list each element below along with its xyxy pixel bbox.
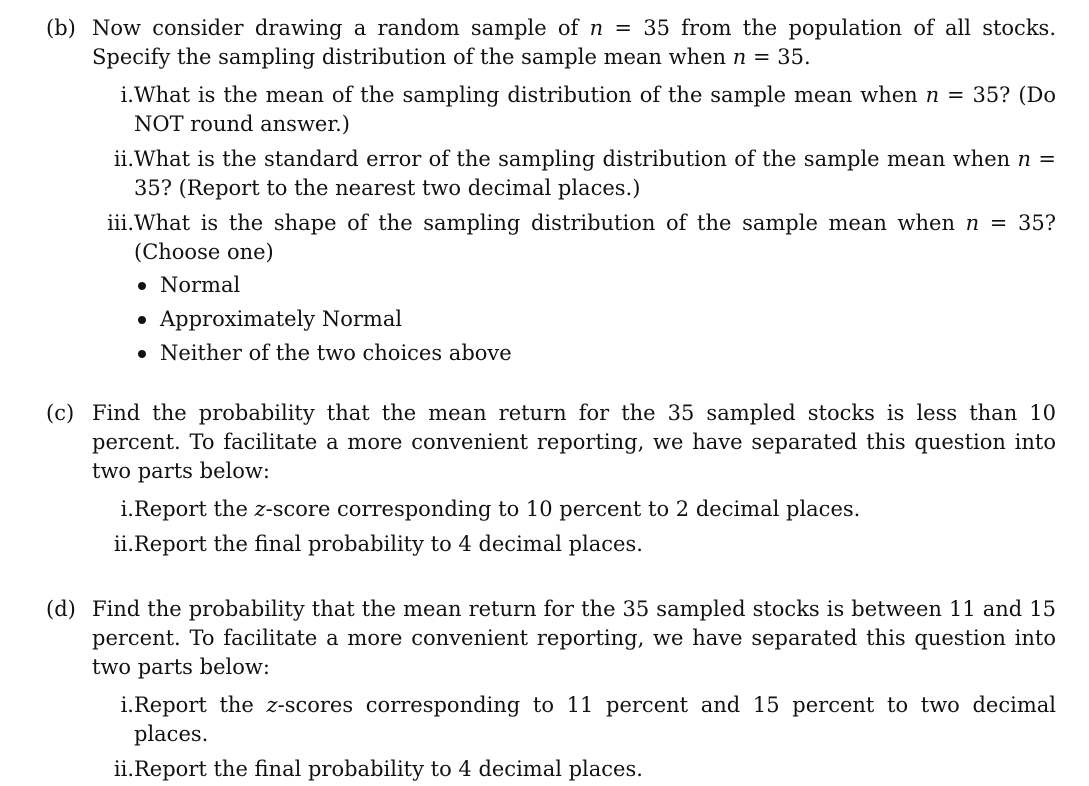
part-d-label: (d): [46, 597, 76, 621]
bullet-icon: [138, 282, 146, 290]
part-d-item-i: [92, 691, 1056, 749]
part-c-item-ii-text: Report the final probability to 4 decimal places.: [134, 532, 643, 556]
part-b-item-i: [92, 81, 1056, 139]
part-d-item-ii-label: ii.: [113, 757, 134, 781]
part-c-item-ii: [92, 530, 1056, 559]
part-b-item-i-text: What is the mean of the sampling distribution of the sample mean when n = 35? (Do NOT round answer.): [134, 83, 1056, 136]
part-c-item-i-text: Report the z-score corresponding to 10 percent to 2 decimal places.: [134, 497, 861, 521]
choice-approximately-normal: Approximately Normal: [134, 305, 1056, 334]
part-b-item-ii-label: ii.: [113, 147, 134, 171]
bullet-icon: [138, 350, 146, 358]
part-b-item-iii: [92, 209, 1056, 368]
part-b-item-iii-label: iii.: [107, 211, 134, 235]
part-c-intro: Find the probability that the mean return for the 35 sampled stocks is less than 10 percent. To facilitate a more convenient reporting, we have separated this question into two parts below:: [92, 401, 1056, 483]
choice-neither: Neither of the two choices above: [134, 339, 1056, 368]
part-d-item-ii: [92, 755, 1056, 784]
part-b-item-iii-text: What is the shape of the sampling distribution of the sample mean when n = 35? (Choose one): [134, 211, 1056, 264]
part-b: [46, 14, 1056, 373]
part-c-label: (c): [46, 401, 75, 425]
part-b-item-i-label: i.: [120, 83, 134, 107]
part-c: [46, 399, 1056, 559]
part-c-item-i: [92, 495, 1056, 524]
part-d-item-ii-text: Report the final probability to 4 decimal places.: [134, 757, 643, 781]
part-b-label: (b): [46, 16, 76, 40]
part-d: [46, 595, 1056, 784]
part-b-intro: Now consider drawing a random sample of n = 35 from the population of all stocks. Specify the sampling distribution of the sample mean when n = 35.: [92, 16, 1056, 69]
part-d-item-i-text: Report the z-scores corresponding to 11 percent and 15 percent to two decimal places.: [134, 693, 1056, 746]
choice-normal: Normal: [134, 271, 1056, 300]
bullet-icon: [138, 316, 146, 324]
part-b-item-ii: [92, 145, 1056, 203]
part-b-item-ii-text: What is the standard error of the sampling distribution of the sample mean when n = 35? (Report to the nearest two decimal places.): [134, 147, 1056, 200]
part-c-item-i-label: i.: [120, 497, 134, 521]
part-c-item-ii-label: ii.: [113, 532, 134, 556]
shape-choices-list: [92, 271, 1056, 368]
part-d-item-i-label: i.: [120, 693, 134, 717]
part-d-intro: Find the probability that the mean return for the 35 sampled stocks is between 11 and 15 percent. To facilitate a more convenient reporting, we have separated this question into two parts below:: [92, 597, 1056, 679]
